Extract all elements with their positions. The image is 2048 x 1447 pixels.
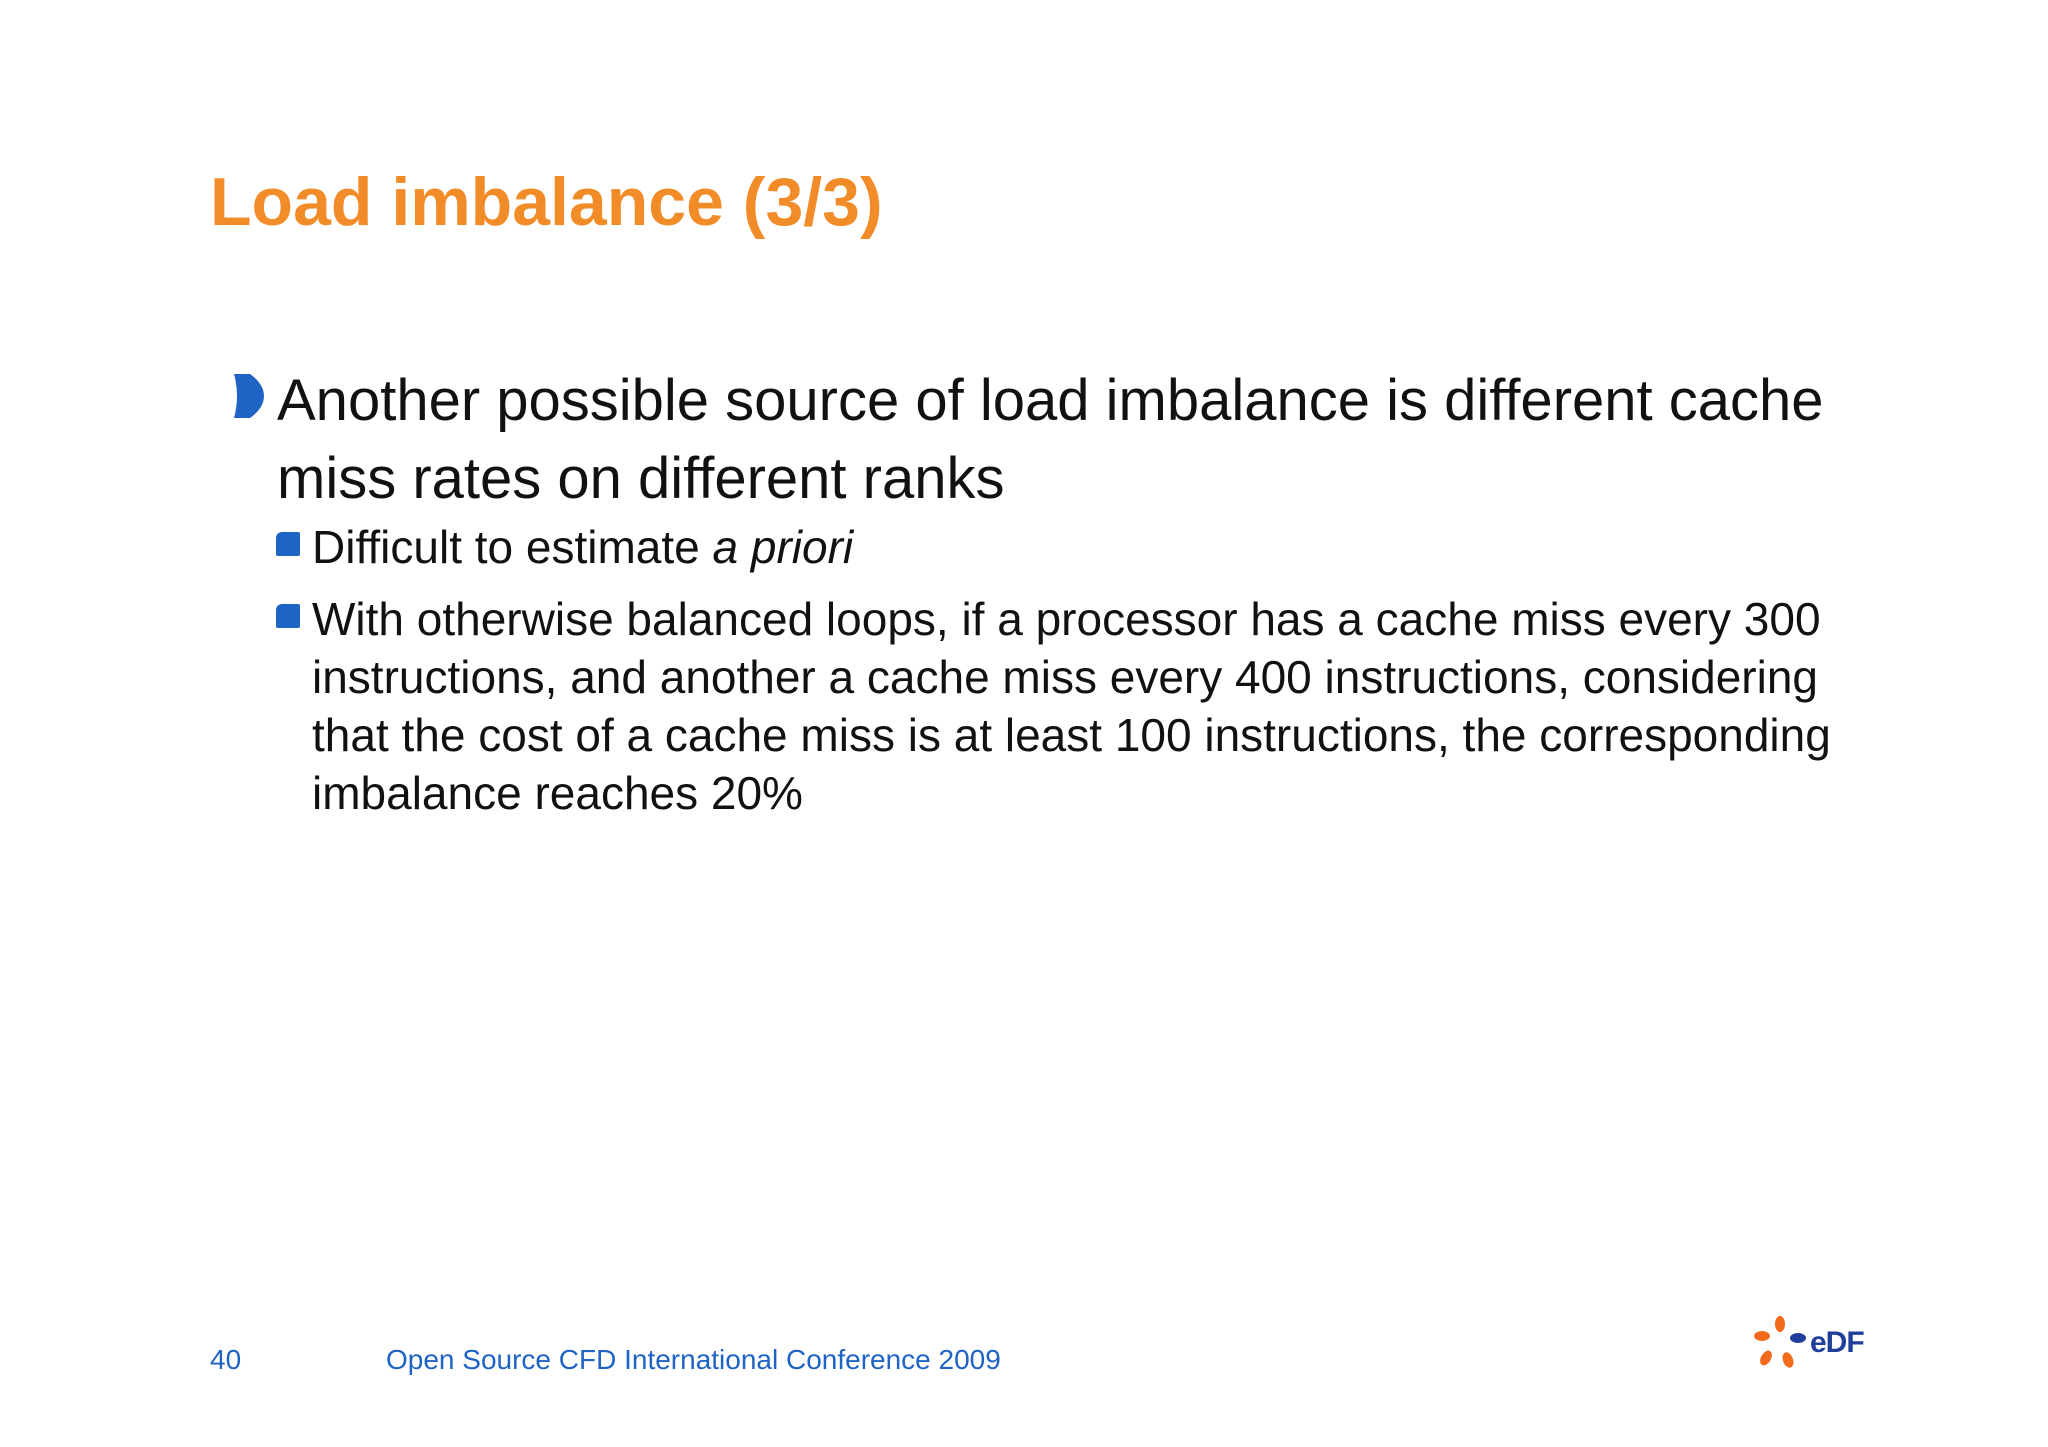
logo-text: eDF: [1810, 1326, 1864, 1359]
edf-flower-icon: [1752, 1316, 1808, 1370]
square-bullet-icon: [276, 532, 300, 556]
bullet-level2-text: With otherwise balanced loops, if a processor has a cache miss every 300 instructions, and another a cache miss every 400 instructions, considering that the cost of a cache miss is at least 100 instructions, the corresponding imbalance reaches 20%: [312, 593, 1831, 819]
page-number: 40: [210, 1344, 242, 1375]
bullet-level1-text: Another possible source of load imbalance is different cache miss rates on different ranks: [277, 368, 1824, 511]
footer-conference: Open Source CFD International Conference 2009: [386, 1344, 1001, 1375]
bullet-text-italic: a priori: [712, 521, 854, 573]
arrow-bullet-icon: [230, 370, 266, 422]
edf-logo: [1752, 1316, 1872, 1370]
square-bullet-icon: [276, 604, 300, 628]
bullet-level2-text: [312, 518, 1876, 576]
slide-title: Load imbalance (3/3): [210, 164, 883, 240]
bullet-level2-item: [276, 518, 1876, 576]
bullet-level2-item: [276, 590, 1876, 822]
bullet-text-prefix: Difficult to estimate: [312, 521, 713, 573]
bullet-level1: [230, 362, 1870, 518]
